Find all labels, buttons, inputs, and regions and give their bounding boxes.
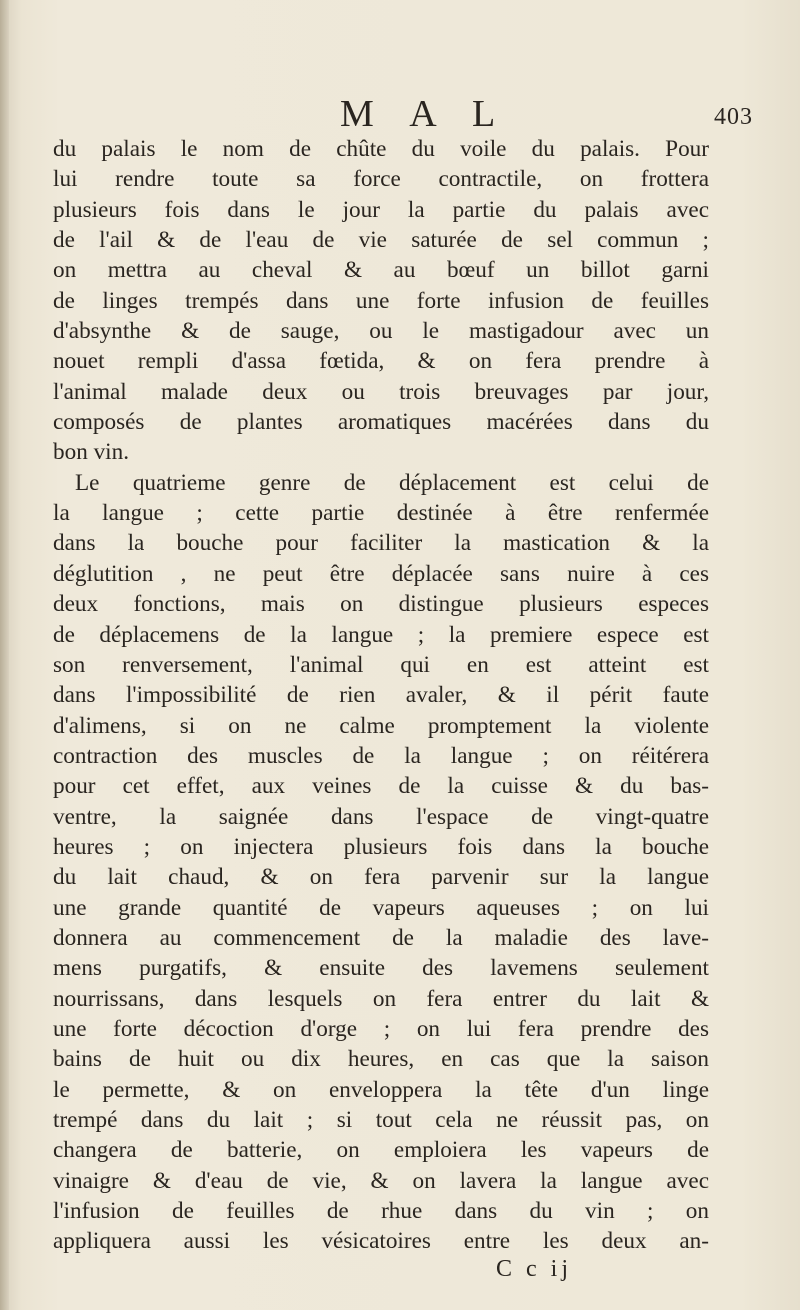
text-line: de linges trempés dans une forte infusion de feuilles (53, 287, 709, 314)
text-line: le permette, & on enveloppera la tête d'un linge (53, 1076, 709, 1103)
text-line: contraction des muscles de la langue ; on réitérera (53, 742, 709, 769)
text-line: de l'ail & de l'eau de vie saturée de sel commun ; (53, 227, 709, 254)
text-line: Le quatrieme genre de déplacement est celui de (75, 469, 709, 496)
text-line: ventre, la saignée dans l'espace de vingt-quatre (53, 803, 709, 830)
text-line: une forte décoction d'orge ; on lui fera prendre des (53, 1015, 709, 1042)
text-line: déglutition , ne peut être déplacée sans nuire à ces (53, 560, 709, 587)
text-line: du palais le nom de chûte du voile du palais. Pour (53, 136, 709, 162)
text-line: pour cet effet, aux veines de la cuisse & du bas- (53, 773, 709, 800)
text-line: la langue ; cette partie destinée à être renfermée (53, 500, 709, 527)
text-line: d'absynthe & de sauge, ou le mastigadour avec un (53, 318, 709, 345)
running-head: M A L (340, 93, 510, 135)
text-line: une grande quantité de vapeurs aqueuses ; on lui (53, 894, 709, 921)
text-line: l'animal malade deux ou trois breuvages par jour, (53, 378, 709, 405)
text-line: du lait chaud, & on fera parvenir sur la langue (53, 864, 709, 891)
text-line: nourrissans, dans lesquels on fera entrer du lait & (53, 985, 709, 1012)
page-number: 403 (714, 104, 753, 130)
text-line: de déplacemens de la langue ; la premiere espece est (53, 621, 709, 648)
text-line: bon vin. (53, 439, 130, 466)
text-line: on mettra au cheval & au bœuf un billot garni (53, 257, 709, 284)
text-line: d'alimens, si on ne calme promptement la violente (53, 712, 709, 739)
text-line: son renversement, l'animal qui en est atteint est (53, 651, 709, 678)
text-line: l'infusion de feuilles de rhue dans du vin ; on (53, 1198, 709, 1225)
text-line: changera de batterie, on emploiera les vapeurs de (53, 1137, 709, 1164)
text-line: trempé dans du lait ; si tout cela ne réussit pas, on (53, 1107, 709, 1133)
signature-mark: C c ij (496, 1256, 572, 1282)
text-line: heures ; on injectera plusieurs fois dans la bouche (53, 833, 709, 860)
text-line: dans la bouche pour faciliter la mastication & la (53, 530, 709, 557)
body-text (53, 134, 709, 1257)
text-line: appliquera aussi les vésicatoires entre les deux an- (53, 1228, 709, 1255)
text-line: bains de huit ou dix heures, en cas que la saison (53, 1046, 709, 1073)
text-line: lui rendre toute sa force contractile, on frottera (53, 166, 709, 193)
text-line: donnera au commencement de la maladie des lave- (53, 924, 709, 951)
page-gutter-shadow (0, 0, 9, 1310)
text-line: deux fonctions, mais on distingue plusieurs especes (53, 591, 709, 618)
text-line: mens purgatifs, & ensuite des lavemens seulement (53, 955, 709, 982)
text-line: vinaigre & d'eau de vie, & on lavera la langue avec (53, 1167, 709, 1194)
text-line: composés de plantes aromatiques macérées dans du (53, 409, 709, 436)
text-line: nouet rempli d'assa fœtida, & on fera prendre à (53, 348, 709, 375)
text-line: plusieurs fois dans le jour la partie du palais avec (53, 196, 709, 223)
text-line: dans l'impossibilité de rien avaler, & il périt faute (53, 682, 709, 709)
